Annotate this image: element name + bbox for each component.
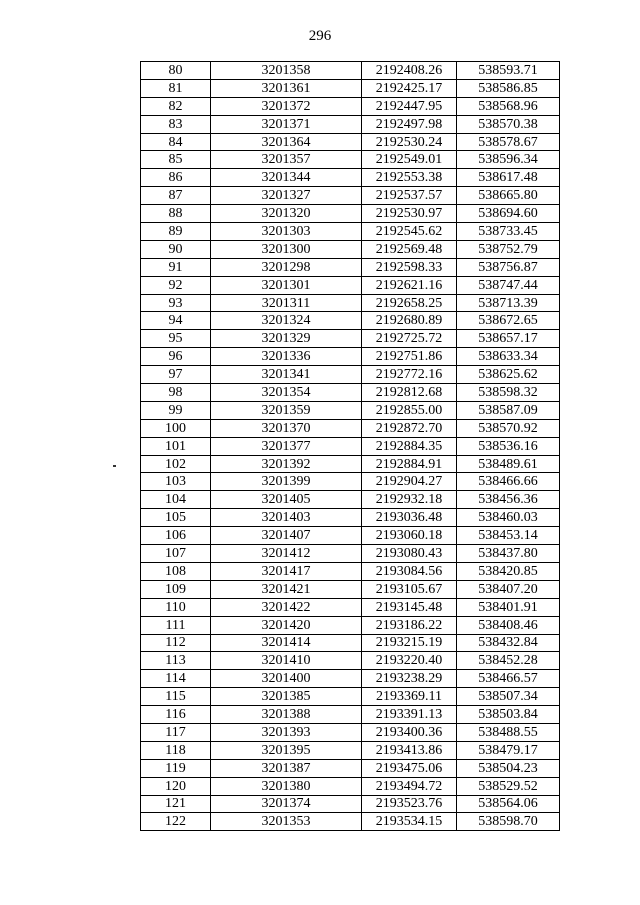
table-row	[141, 187, 560, 205]
point-id-cell: 3201422	[211, 598, 362, 616]
point-id-cell: 3201380	[211, 777, 362, 795]
y-coordinate-cell: 538733.45	[457, 223, 560, 241]
x-coordinate-cell: 2193145.48	[362, 598, 457, 616]
y-coordinate-cell: 538489.61	[457, 455, 560, 473]
y-coordinate-cell: 538507.34	[457, 688, 560, 706]
table-row	[141, 741, 560, 759]
x-coordinate-cell: 2193060.18	[362, 527, 457, 545]
point-id-cell: 3201357	[211, 151, 362, 169]
row-number-cell: 118	[141, 741, 211, 759]
row-number-cell: 96	[141, 348, 211, 366]
point-id-cell: 3201354	[211, 384, 362, 402]
y-coordinate-cell: 538657.17	[457, 330, 560, 348]
table-row	[141, 491, 560, 509]
y-coordinate-cell: 538578.67	[457, 133, 560, 151]
x-coordinate-cell: 2192751.86	[362, 348, 457, 366]
table-row	[141, 723, 560, 741]
row-number-cell: 81	[141, 79, 211, 97]
table-row	[141, 205, 560, 223]
table-row	[141, 616, 560, 634]
table-row	[141, 777, 560, 795]
row-number-cell: 107	[141, 545, 211, 563]
row-number-cell: 95	[141, 330, 211, 348]
row-number-cell: 104	[141, 491, 211, 509]
table-row	[141, 223, 560, 241]
y-coordinate-cell: 538401.91	[457, 598, 560, 616]
y-coordinate-cell: 538672.65	[457, 312, 560, 330]
row-number-cell: 105	[141, 509, 211, 527]
point-id-cell: 3201410	[211, 652, 362, 670]
table-row	[141, 330, 560, 348]
table-row	[141, 240, 560, 258]
table-row	[141, 759, 560, 777]
row-number-cell: 108	[141, 562, 211, 580]
y-coordinate-cell: 538564.06	[457, 795, 560, 813]
row-number-cell: 86	[141, 169, 211, 187]
table-row	[141, 545, 560, 563]
point-id-cell: 3201370	[211, 419, 362, 437]
y-coordinate-cell: 538694.60	[457, 205, 560, 223]
y-coordinate-cell: 538593.71	[457, 62, 560, 80]
x-coordinate-cell: 2193215.19	[362, 634, 457, 652]
y-coordinate-cell: 538587.09	[457, 401, 560, 419]
point-id-cell: 3201399	[211, 473, 362, 491]
y-coordinate-cell: 538432.84	[457, 634, 560, 652]
row-number-cell: 88	[141, 205, 211, 223]
y-coordinate-cell: 538756.87	[457, 258, 560, 276]
y-coordinate-cell: 538503.84	[457, 706, 560, 724]
row-number-cell: 106	[141, 527, 211, 545]
table-row	[141, 437, 560, 455]
y-coordinate-cell: 538586.85	[457, 79, 560, 97]
y-coordinate-cell: 538598.70	[457, 813, 560, 831]
y-coordinate-cell: 538596.34	[457, 151, 560, 169]
row-number-cell: 110	[141, 598, 211, 616]
y-coordinate-cell: 538633.34	[457, 348, 560, 366]
y-coordinate-cell: 538453.14	[457, 527, 560, 545]
x-coordinate-cell: 2192932.18	[362, 491, 457, 509]
row-number-cell: 113	[141, 652, 211, 670]
x-coordinate-cell: 2192408.26	[362, 62, 457, 80]
row-number-cell: 112	[141, 634, 211, 652]
point-id-cell: 3201359	[211, 401, 362, 419]
point-id-cell: 3201324	[211, 312, 362, 330]
y-coordinate-cell: 538479.17	[457, 741, 560, 759]
x-coordinate-cell: 2192658.25	[362, 294, 457, 312]
x-coordinate-cell: 2192545.62	[362, 223, 457, 241]
point-id-cell: 3201341	[211, 366, 362, 384]
y-coordinate-cell: 538752.79	[457, 240, 560, 258]
table-row	[141, 62, 560, 80]
x-coordinate-cell: 2192855.00	[362, 401, 457, 419]
table-row	[141, 580, 560, 598]
y-coordinate-cell: 538747.44	[457, 276, 560, 294]
table-row	[141, 688, 560, 706]
row-number-cell: 122	[141, 813, 211, 831]
row-number-cell: 93	[141, 294, 211, 312]
point-id-cell: 3201385	[211, 688, 362, 706]
point-id-cell: 3201327	[211, 187, 362, 205]
x-coordinate-cell: 2193369.11	[362, 688, 457, 706]
row-number-cell: 102	[141, 455, 211, 473]
y-coordinate-cell: 538452.28	[457, 652, 560, 670]
row-number-cell: 117	[141, 723, 211, 741]
point-id-cell: 3201400	[211, 670, 362, 688]
table-row	[141, 455, 560, 473]
row-number-cell: 115	[141, 688, 211, 706]
point-id-cell: 3201407	[211, 527, 362, 545]
row-number-cell: 91	[141, 258, 211, 276]
point-id-cell: 3201374	[211, 795, 362, 813]
x-coordinate-cell: 2193036.48	[362, 509, 457, 527]
point-id-cell: 3201421	[211, 580, 362, 598]
x-coordinate-cell: 2192884.35	[362, 437, 457, 455]
table-row	[141, 79, 560, 97]
x-coordinate-cell: 2193220.40	[362, 652, 457, 670]
x-coordinate-cell: 2193084.56	[362, 562, 457, 580]
x-coordinate-cell: 2193238.29	[362, 670, 457, 688]
point-id-cell: 3201372	[211, 97, 362, 115]
row-number-cell: 120	[141, 777, 211, 795]
x-coordinate-cell: 2192497.98	[362, 115, 457, 133]
table-row	[141, 401, 560, 419]
table-row	[141, 294, 560, 312]
y-coordinate-cell: 538488.55	[457, 723, 560, 741]
row-number-cell: 100	[141, 419, 211, 437]
point-id-cell: 3201405	[211, 491, 362, 509]
row-number-cell: 87	[141, 187, 211, 205]
table-row	[141, 419, 560, 437]
point-id-cell: 3201303	[211, 223, 362, 241]
row-number-cell: 114	[141, 670, 211, 688]
y-coordinate-cell: 538504.23	[457, 759, 560, 777]
table-row	[141, 509, 560, 527]
row-number-cell: 116	[141, 706, 211, 724]
x-coordinate-cell: 2193080.43	[362, 545, 457, 563]
point-id-cell: 3201320	[211, 205, 362, 223]
y-coordinate-cell: 538466.57	[457, 670, 560, 688]
x-coordinate-cell: 2192904.27	[362, 473, 457, 491]
table-row	[141, 276, 560, 294]
point-id-cell: 3201364	[211, 133, 362, 151]
x-coordinate-cell: 2193105.67	[362, 580, 457, 598]
y-coordinate-cell: 538568.96	[457, 97, 560, 115]
y-coordinate-cell: 538529.52	[457, 777, 560, 795]
point-id-cell: 3201361	[211, 79, 362, 97]
row-number-cell: 92	[141, 276, 211, 294]
point-id-cell: 3201336	[211, 348, 362, 366]
table-row	[141, 598, 560, 616]
row-number-cell: 121	[141, 795, 211, 813]
y-coordinate-cell: 538570.92	[457, 419, 560, 437]
point-id-cell: 3201353	[211, 813, 362, 831]
y-coordinate-cell: 538625.62	[457, 366, 560, 384]
x-coordinate-cell: 2192537.57	[362, 187, 457, 205]
table-row	[141, 169, 560, 187]
y-coordinate-cell: 538466.66	[457, 473, 560, 491]
table-row	[141, 813, 560, 831]
table-row	[141, 258, 560, 276]
table-row	[141, 473, 560, 491]
x-coordinate-cell: 2192884.91	[362, 455, 457, 473]
point-id-cell: 3201298	[211, 258, 362, 276]
x-coordinate-cell: 2192530.97	[362, 205, 457, 223]
row-number-cell: 90	[141, 240, 211, 258]
x-coordinate-cell: 2192549.01	[362, 151, 457, 169]
point-id-cell: 3201377	[211, 437, 362, 455]
point-id-cell: 3201414	[211, 634, 362, 652]
row-number-cell: 119	[141, 759, 211, 777]
point-id-cell: 3201420	[211, 616, 362, 634]
table-row	[141, 151, 560, 169]
x-coordinate-cell: 2193475.06	[362, 759, 457, 777]
row-number-cell: 83	[141, 115, 211, 133]
table-row	[141, 97, 560, 115]
y-coordinate-cell: 538420.85	[457, 562, 560, 580]
point-id-cell: 3201403	[211, 509, 362, 527]
point-id-cell: 3201388	[211, 706, 362, 724]
row-number-cell: 80	[141, 62, 211, 80]
point-id-cell: 3201344	[211, 169, 362, 187]
table-row	[141, 312, 560, 330]
table-row	[141, 348, 560, 366]
x-coordinate-cell: 2193523.76	[362, 795, 457, 813]
point-id-cell: 3201392	[211, 455, 362, 473]
table-row	[141, 706, 560, 724]
row-number-cell: 101	[141, 437, 211, 455]
point-id-cell: 3201371	[211, 115, 362, 133]
point-id-cell: 3201412	[211, 545, 362, 563]
x-coordinate-cell: 2192553.38	[362, 169, 457, 187]
stray-mark	[113, 465, 116, 467]
y-coordinate-cell: 538408.46	[457, 616, 560, 634]
row-number-cell: 89	[141, 223, 211, 241]
x-coordinate-cell: 2192812.68	[362, 384, 457, 402]
y-coordinate-cell: 538617.48	[457, 169, 560, 187]
x-coordinate-cell: 2192872.70	[362, 419, 457, 437]
coordinates-table-body	[141, 62, 560, 831]
y-coordinate-cell: 538460.03	[457, 509, 560, 527]
table-row	[141, 366, 560, 384]
x-coordinate-cell: 2192447.95	[362, 97, 457, 115]
x-coordinate-cell: 2192772.16	[362, 366, 457, 384]
point-id-cell: 3201395	[211, 741, 362, 759]
row-number-cell: 111	[141, 616, 211, 634]
x-coordinate-cell: 2192621.16	[362, 276, 457, 294]
point-id-cell: 3201387	[211, 759, 362, 777]
table-row	[141, 115, 560, 133]
y-coordinate-cell: 538598.32	[457, 384, 560, 402]
y-coordinate-cell: 538437.80	[457, 545, 560, 563]
table-row	[141, 562, 560, 580]
y-coordinate-cell: 538456.36	[457, 491, 560, 509]
coordinates-table	[140, 61, 560, 831]
row-number-cell: 94	[141, 312, 211, 330]
table-row	[141, 670, 560, 688]
row-number-cell: 98	[141, 384, 211, 402]
point-id-cell: 3201329	[211, 330, 362, 348]
row-number-cell: 97	[141, 366, 211, 384]
x-coordinate-cell: 2193534.15	[362, 813, 457, 831]
x-coordinate-cell: 2192530.24	[362, 133, 457, 151]
point-id-cell: 3201393	[211, 723, 362, 741]
y-coordinate-cell: 538713.39	[457, 294, 560, 312]
x-coordinate-cell: 2192425.17	[362, 79, 457, 97]
x-coordinate-cell: 2192725.72	[362, 330, 457, 348]
table-row	[141, 652, 560, 670]
x-coordinate-cell: 2193494.72	[362, 777, 457, 795]
row-number-cell: 84	[141, 133, 211, 151]
y-coordinate-cell: 538665.80	[457, 187, 560, 205]
point-id-cell: 3201301	[211, 276, 362, 294]
y-coordinate-cell: 538407.20	[457, 580, 560, 598]
row-number-cell: 99	[141, 401, 211, 419]
x-coordinate-cell: 2193391.13	[362, 706, 457, 724]
x-coordinate-cell: 2192569.48	[362, 240, 457, 258]
table-row	[141, 634, 560, 652]
x-coordinate-cell: 2192598.33	[362, 258, 457, 276]
table-row	[141, 527, 560, 545]
page-number: 296	[308, 28, 332, 44]
point-id-cell: 3201358	[211, 62, 362, 80]
y-coordinate-cell: 538536.16	[457, 437, 560, 455]
row-number-cell: 85	[141, 151, 211, 169]
point-id-cell: 3201300	[211, 240, 362, 258]
point-id-cell: 3201311	[211, 294, 362, 312]
x-coordinate-cell: 2192680.89	[362, 312, 457, 330]
row-number-cell: 109	[141, 580, 211, 598]
x-coordinate-cell: 2193413.86	[362, 741, 457, 759]
row-number-cell: 103	[141, 473, 211, 491]
x-coordinate-cell: 2193400.36	[362, 723, 457, 741]
table-row	[141, 795, 560, 813]
y-coordinate-cell: 538570.38	[457, 115, 560, 133]
row-number-cell: 82	[141, 97, 211, 115]
table-row	[141, 133, 560, 151]
point-id-cell: 3201417	[211, 562, 362, 580]
table-row	[141, 384, 560, 402]
x-coordinate-cell: 2193186.22	[362, 616, 457, 634]
